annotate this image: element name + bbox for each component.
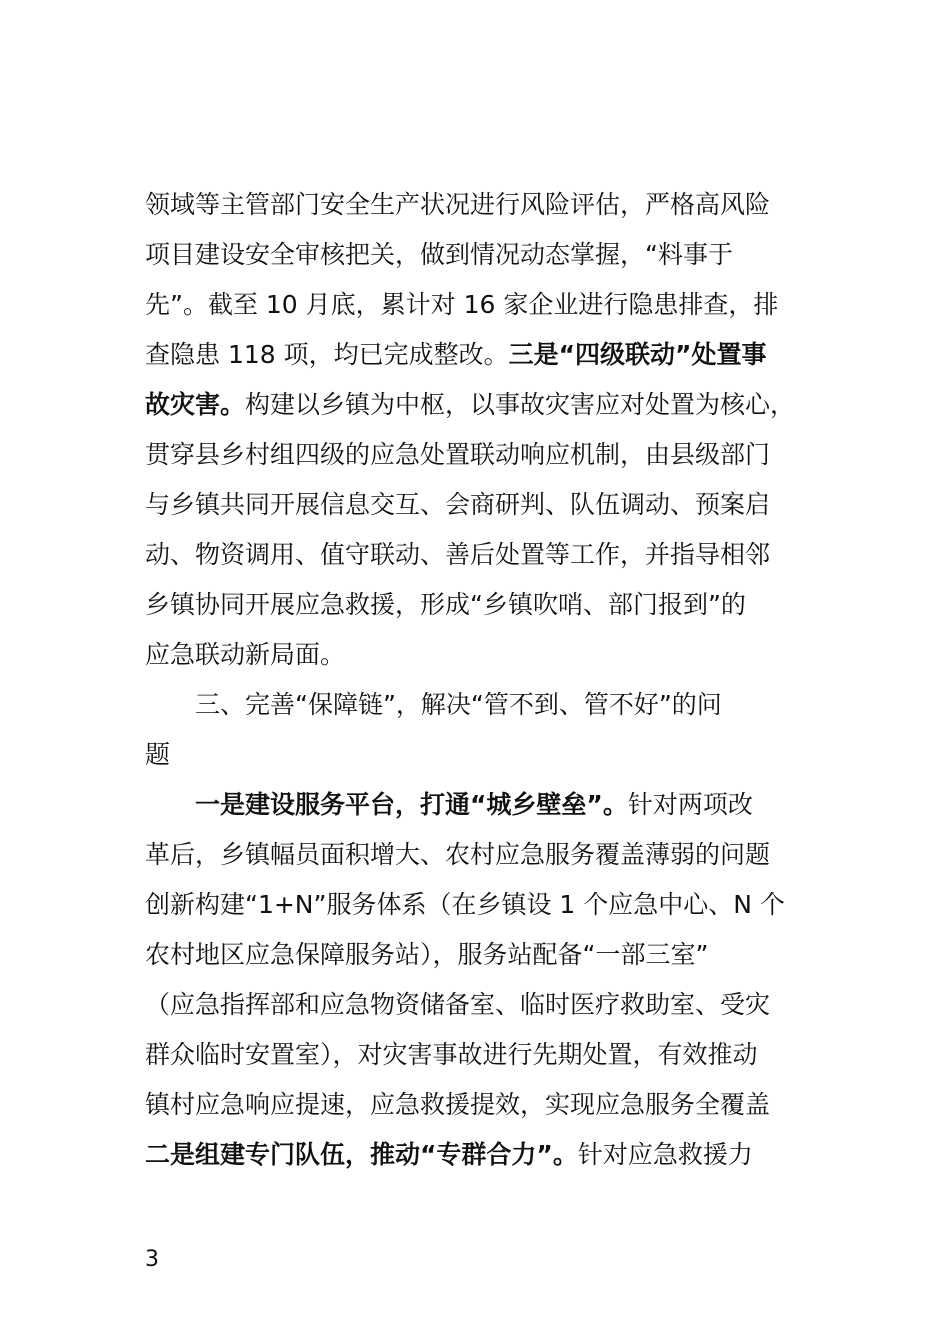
body-text-line: 一是建设服务平台，打通“城乡壁垒”。针对两项改 <box>195 790 753 819</box>
body-text-line: 动、物资调用、值守联动、善后处置等工作，并指导相邻 <box>145 540 771 569</box>
bold-heading-text: 二是组建专门队伍，推动“专群合力”。 <box>145 1140 578 1169</box>
body-text-line: 二是组建专门队伍，推动“专群合力”。针对应急救援力 <box>145 1140 753 1169</box>
body-text-line: （应急指挥部和应急物资储备室、临时医疗救助室、受灾 <box>145 990 771 1019</box>
body-text-line: 故灾害。构建以乡镇为中枢，以事故灾害应对处置为核心， <box>145 390 796 419</box>
body-text-line: 群众临时安置室），对灾害事故进行先期处置，有效推动 <box>145 1040 758 1069</box>
body-text-line: 项目建设安全审核把关，做到情况动态掌握，“料事于 <box>145 240 733 269</box>
bold-heading-text: 三是“四级联动”处置事 <box>508 340 767 369</box>
body-text-line: 先”。截至 10 月底，累计对 16 家企业进行隐患排查，排 <box>145 290 779 319</box>
page-number: 3 <box>145 1247 159 1272</box>
section-heading: 三、完善“保障链”，解决“管不到、管不好”的问 <box>195 690 722 719</box>
body-text-line: 乡镇协同开展应急救援，形成“乡镇吹哨、部门报到”的 <box>145 590 746 619</box>
body-text-line: 查隐患 118 项，均已完成整改。三是“四级联动”处置事 <box>145 340 767 369</box>
body-text-line: 应急联动新局面。 <box>145 640 346 669</box>
body-text-line: 农村地区应急保障服务站），服务站配备“一部三室” <box>145 940 709 969</box>
body-text-line: 革后，乡镇幅员面积增大、农村应急服务覆盖薄弱的问题 <box>145 840 771 869</box>
bold-heading-text: 一是建设服务平台，打通“城乡壁垒”。 <box>195 790 628 819</box>
body-text-line: 贯穿县乡村组四级的应急处置联动响应机制，由县级部门 <box>145 440 771 469</box>
body-text-line: 镇村应急响应提速，应急救援提效，实现应急服务全覆盖 <box>145 1090 771 1119</box>
body-text-line: 与乡镇共同开展信息交互、会商研判、队伍调动、预案启 <box>145 490 771 519</box>
body-text-line: 创新构建“1+N”服务体系（在乡镇设 1 个应急中心、N 个 <box>145 890 785 919</box>
body-text-line: 领域等主管部门安全生产状况进行风险评估，严格高风险 <box>145 190 771 219</box>
bold-heading-text: 故灾害。 <box>145 390 246 419</box>
section-heading-continued: 题 <box>145 740 171 769</box>
